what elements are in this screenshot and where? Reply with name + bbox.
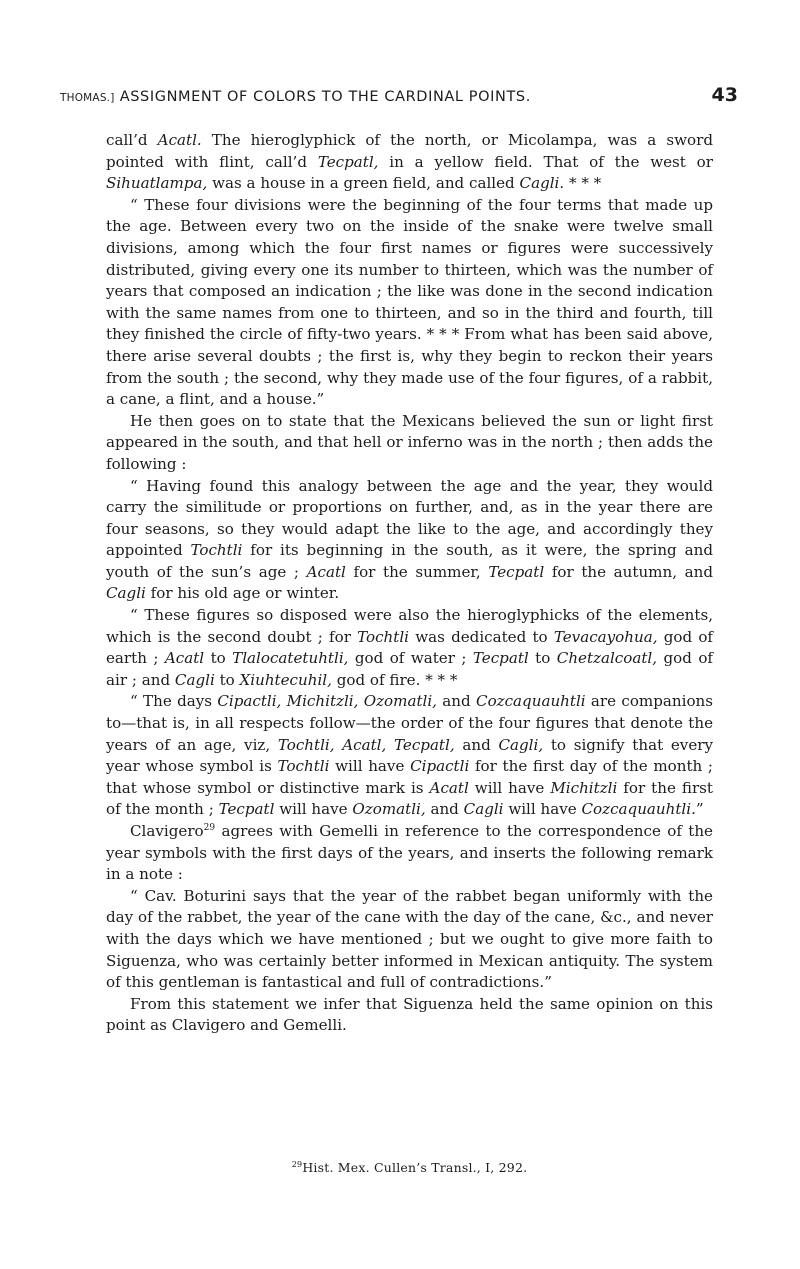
paragraph-1: call’d Acatl. The hieroglyphick of the north, or Micolampa, was a sword pointed with flint, call’d Tecpatl, in a yellow field. That of the west or Sihuatlampa, was a house in a green field, and called Cagli. * * * <box>106 131 713 193</box>
paragraph-6: “ The days Cipactli, Michitzli, Ozomatli, and Cozcaquauhtli are companions to—that is, in all respects follow—the order of the four figures that denote the years of an age, viz, Tochtli, Acatl, Tecpatl, and Cagli, to signify that every year whose symbol is Tochtli will have Cipactli for the first day of the month ; that whose symbol or distinctive mark is Acatl will have Michitzli for the first of the month ; Tecpatl will have Ozomatli, and Cagli will have Cozcaquauhtli.” <box>106 692 714 819</box>
page-header <box>60 86 738 114</box>
footnote <box>106 1160 713 1175</box>
footnote-text: Hist. Mex. Cullen’s Transl., I, 292. <box>302 1160 528 1175</box>
paragraph-9: From this statement we infer that Siguenza held the same opinion on this point as Clavigero and Gemelli. <box>106 994 713 1035</box>
page-number: 43 <box>711 84 738 106</box>
body-text <box>106 130 713 1037</box>
paragraph-7: Clavigero$^{29}$ agrees with Gemelli in reference to the correspondence of the year symbols with the first days of the years, and inserts the following remark in a note : <box>106 822 713 884</box>
running-head-author: THOMAS.] <box>60 92 115 104</box>
paragraph-4: “ Having found this analogy between the age and the year, they would carry the similitude or proportions on further, and, as in the year there are four seasons, so they would adapt the like to the age, and accordingly they appointed Tochtli for its beginning in the south, as it were, the spring and youth of the sun’s age ; Acatl for the summer, Tecpatl for the autumn, and Cagli for his old age or winter. <box>106 476 713 603</box>
paragraph-3: He then goes on to state that the Mexicans believed the sun or light first appeared in the south, and that hell or inferno was in the north ; then adds the following : <box>106 411 713 473</box>
footnote-marker: 29 <box>291 1159 303 1169</box>
paragraph-2: “ These four divisions were the beginning of the four terms that made up the age. Between every two on the inside of the snake were twelve small divisions, among which the four first names or figures were successively distributed, giving every one its number to thirteen, which was the number of years that composed an indication ; the like was done in the second indication with the same names from one to thirteen, and so in the third and fourth, till they finished the circle of fifty-two years. * * * From what has been said above, there arise several doubts ; the first is, why they begin to reckon their years from the south ; the second, why they made use of the four figures, of a rabbit, a cane, a flint, and a house.” <box>106 195 713 409</box>
running-head <box>60 89 531 105</box>
running-head-title: ASSIGNMENT OF COLORS TO THE CARDINAL POINTS. <box>119 89 531 105</box>
paragraph-8: “ Cav. Boturini says that the year of the rabbet began uniformly with the day of the rabbet, the year of the cane with the day of the cane, &c., and never with the days which we have mentioned ; but we ought to give more faith to Siguenza, who was certainly better informed in Mexican antiquity. The system of this gentleman is fantastical and full of contradictions.” <box>106 886 713 992</box>
paragraph-5: “ These figures so disposed were also the hieroglyphicks of the elements, which is the second doubt ; for Tochtli was dedicated to Tevacayohua, god of earth ; Acatl to Tlalocatetuhtli, god of water ; Tecpatl to Chetzalcoatl, god of air ; and Cagli to Xiuhtecuhil, god of fire. * * * <box>106 606 714 689</box>
